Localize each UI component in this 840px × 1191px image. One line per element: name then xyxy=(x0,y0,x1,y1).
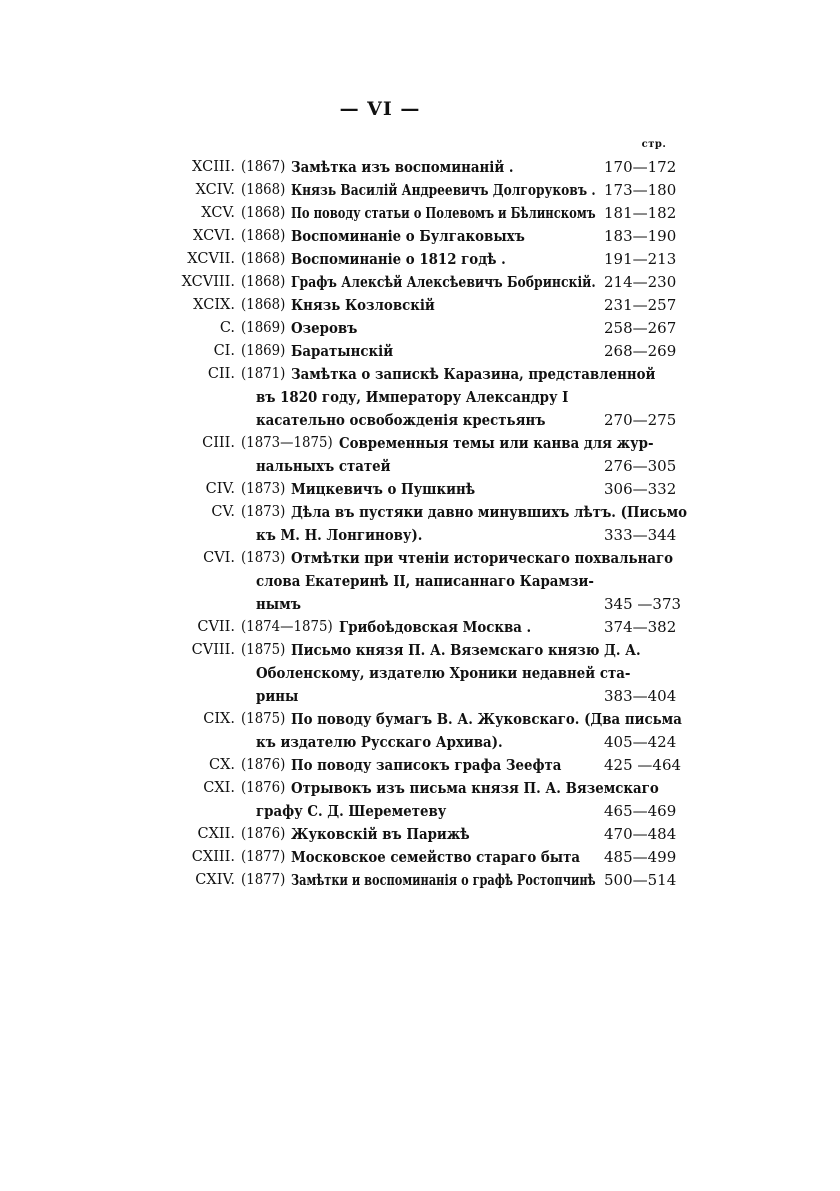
page-number: — VI — xyxy=(339,98,421,120)
entry-title-continuation: графу С. Д. Шереметеву xyxy=(256,803,447,820)
toc-line xyxy=(0,478,840,501)
entry-pages: 183—190 xyxy=(604,227,677,245)
entry-number: CXII. xyxy=(197,826,235,842)
toc-line xyxy=(0,708,840,731)
toc-line xyxy=(0,547,840,570)
entry-title: По поводу записокъ графа Зеефта xyxy=(291,757,562,774)
toc-entry xyxy=(0,248,840,271)
entry-title: Замѣтки и воспоминанія о графѣ Ростопчинѣ xyxy=(291,872,596,889)
entry-pages: 500—514 xyxy=(604,871,677,889)
entry-title: По поводу статьи о Полевомъ и Бѣлинскомъ xyxy=(291,205,596,222)
entry-pages: 383—404 xyxy=(604,687,677,705)
toc-entry xyxy=(0,432,840,478)
pages-column-header: стр. xyxy=(641,139,667,150)
entry-number: CV. xyxy=(211,504,235,520)
toc-line xyxy=(0,179,840,202)
entry-title: Дѣла въ пустяки давно минувшихъ лѣтъ. (Письмо xyxy=(291,504,688,521)
entry-number: XCIV. xyxy=(195,182,235,198)
entry-year: (1873) xyxy=(241,481,286,497)
toc-line xyxy=(0,501,840,524)
toc-entry xyxy=(0,271,840,294)
toc-entry xyxy=(0,639,840,708)
entry-year: (1869) xyxy=(241,343,286,359)
toc-line xyxy=(0,317,840,340)
entry-pages: 345 —373 xyxy=(604,595,682,613)
entry-title-continuation: въ 1820 году, Императору Александру I xyxy=(256,389,569,406)
toc-entry xyxy=(0,869,840,892)
entry-number: CIV. xyxy=(205,481,235,497)
toc-entry xyxy=(0,823,840,846)
entry-number: CII. xyxy=(207,366,235,382)
entry-number: CVIII. xyxy=(191,642,235,658)
entry-pages: 231—257 xyxy=(604,296,677,314)
entry-number: CVI. xyxy=(203,550,235,566)
toc-line xyxy=(0,455,840,478)
toc-line xyxy=(0,524,840,547)
entry-year: (1871) xyxy=(241,366,286,382)
entry-title: Жуковскій въ Парижѣ xyxy=(291,826,471,843)
entry-number: CXIII. xyxy=(191,849,235,865)
entry-title-continuation: слова Екатеринѣ II, написаннаго Карамзи- xyxy=(256,573,594,590)
toc-line xyxy=(0,846,840,869)
entry-title-continuation: касательно освобожденія крестьянъ xyxy=(256,412,546,429)
toc-entry xyxy=(0,317,840,340)
entry-pages: 465—469 xyxy=(604,802,677,820)
toc-line xyxy=(0,731,840,754)
toc-line xyxy=(0,823,840,846)
toc-line xyxy=(0,754,840,777)
entry-year: (1868) xyxy=(241,205,286,221)
entry-year: (1868) xyxy=(241,228,286,244)
entry-year: (1873) xyxy=(241,504,286,520)
toc-line xyxy=(0,294,840,317)
entry-year: (1877) xyxy=(241,849,286,865)
entry-year: (1868) xyxy=(241,182,286,198)
entry-pages: 170—172 xyxy=(604,158,677,176)
toc-line xyxy=(0,340,840,363)
entry-title: Графъ Алексѣй Алексѣевичъ Бобринскій. xyxy=(291,274,596,291)
entry-title: Московское семейство стараго быта xyxy=(291,849,581,866)
entry-title: Баратынскій xyxy=(291,343,394,360)
entry-year: (1867) xyxy=(241,159,286,175)
toc-entry xyxy=(0,547,840,616)
entry-title-continuation: къ издателю Русскаго Архива). xyxy=(256,734,503,751)
entry-year: (1869) xyxy=(241,320,286,336)
entry-number: CIII. xyxy=(202,435,235,451)
toc-line xyxy=(0,685,840,708)
entry-title: Мицкевичъ о Пушкинѣ xyxy=(291,481,476,498)
entry-number: C. xyxy=(219,320,235,336)
entry-number: XCV. xyxy=(201,205,235,221)
entry-title: Воспоминаніе о Булгаковыхъ xyxy=(291,228,526,245)
entry-title: Князь Василій Андреевичъ Долгоруковъ . xyxy=(291,182,596,199)
entry-pages: 276—305 xyxy=(604,457,677,475)
toc-line xyxy=(0,570,840,593)
entry-title: Письмо князя П. А. Вяземскаго князю Д. А. xyxy=(291,642,642,659)
entry-number: CI. xyxy=(213,343,235,359)
toc-entry xyxy=(0,846,840,869)
toc-line xyxy=(0,363,840,386)
toc-entry xyxy=(0,202,840,225)
entry-title: Князь Козловскій xyxy=(291,297,436,314)
entry-number: CIX. xyxy=(203,711,235,727)
entry-pages: 191—213 xyxy=(604,250,677,268)
entry-year: (1876) xyxy=(241,757,286,773)
entry-title: Отмѣтки при чтеніи историческаго похвальнаго xyxy=(291,550,674,567)
entry-year: (1873) xyxy=(241,550,286,566)
toc-entry xyxy=(0,156,840,179)
toc-entry xyxy=(0,501,840,547)
entry-title: Современныя темы или канва для жур- xyxy=(338,435,654,452)
toc-line xyxy=(0,869,840,892)
entry-pages: 374—382 xyxy=(604,618,677,636)
toc-entry xyxy=(0,708,840,754)
toc-line xyxy=(0,432,840,455)
entry-pages: 173—180 xyxy=(604,181,677,199)
entry-pages: 258—267 xyxy=(604,319,677,337)
entry-title: Грибоѣдовская Москва . xyxy=(338,619,531,636)
entry-year: (1868) xyxy=(241,297,286,313)
entry-title-continuation: къ М. Н. Лонгинову). xyxy=(256,527,423,544)
toc-entry xyxy=(0,225,840,248)
entry-title-continuation: нымъ xyxy=(256,596,301,613)
entry-number: XCVI. xyxy=(193,228,235,244)
entry-number: CXI. xyxy=(203,780,235,796)
toc-entry xyxy=(0,340,840,363)
toc-line xyxy=(0,639,840,662)
toc-line xyxy=(0,271,840,294)
toc-line xyxy=(0,409,840,432)
entry-year: (1876) xyxy=(241,826,286,842)
entry-title-continuation: нальныхъ статей xyxy=(256,458,391,475)
toc-line xyxy=(0,202,840,225)
entry-pages: 306—332 xyxy=(604,480,677,498)
table-of-contents xyxy=(0,156,840,892)
toc-entry xyxy=(0,179,840,202)
entry-year: (1877) xyxy=(241,872,286,888)
entry-year: (1873—1875) xyxy=(241,435,333,451)
entry-pages: 470—484 xyxy=(604,825,677,843)
entry-title: Воспоминаніе о 1812 годѣ . xyxy=(291,251,507,268)
entry-pages: 485—499 xyxy=(604,848,677,866)
entry-number: XCVIII. xyxy=(181,274,235,290)
toc-entry xyxy=(0,363,840,432)
toc-entry xyxy=(0,777,840,823)
entry-year: (1868) xyxy=(241,251,286,267)
entry-pages: 214—230 xyxy=(604,273,677,291)
toc-line xyxy=(0,800,840,823)
entry-title: Отрывокъ изъ письма князя П. А. Вяземскаго xyxy=(291,780,660,797)
entry-pages: 268—269 xyxy=(604,342,677,360)
entry-number: XCIII. xyxy=(192,159,235,175)
toc-entry xyxy=(0,478,840,501)
toc-entry xyxy=(0,754,840,777)
entry-year: (1875) xyxy=(241,642,286,658)
entry-title: Озеровъ xyxy=(291,320,358,337)
toc-line xyxy=(0,616,840,639)
entry-year: (1868) xyxy=(241,274,286,290)
entry-year: (1876) xyxy=(241,780,286,796)
toc-line xyxy=(0,248,840,271)
entry-title-continuation: Оболенскому, издателю Хроники недавней ста- xyxy=(256,665,631,682)
toc-entry xyxy=(0,616,840,639)
entry-title: По поводу бумагъ В. А. Жуковскаго. (Два письма xyxy=(291,711,683,728)
entry-number: CXIV. xyxy=(195,872,235,888)
toc-line xyxy=(0,777,840,800)
toc-line xyxy=(0,662,840,685)
toc-line xyxy=(0,593,840,616)
toc-entry xyxy=(0,294,840,317)
entry-pages: 270—275 xyxy=(604,411,677,429)
entry-year: (1875) xyxy=(241,711,286,727)
entry-title: Замѣтка изъ воспоминаній . xyxy=(291,159,514,176)
toc-line xyxy=(0,386,840,409)
entry-number: CX. xyxy=(208,757,235,773)
entry-pages: 333—344 xyxy=(604,526,677,544)
entry-pages: 181—182 xyxy=(604,204,677,222)
entry-pages: 425 —464 xyxy=(604,756,682,774)
entry-number: XCVII. xyxy=(187,251,235,267)
entry-title: Замѣтка о запискѣ Каразина, представленной xyxy=(291,366,656,383)
toc-line xyxy=(0,225,840,248)
entry-pages: 405—424 xyxy=(604,733,677,751)
toc-line xyxy=(0,156,840,179)
entry-year: (1874—1875) xyxy=(241,619,333,635)
entry-number: CVII. xyxy=(197,619,235,635)
entry-number: XCIX. xyxy=(193,297,235,313)
entry-title-continuation: рины xyxy=(256,688,299,705)
